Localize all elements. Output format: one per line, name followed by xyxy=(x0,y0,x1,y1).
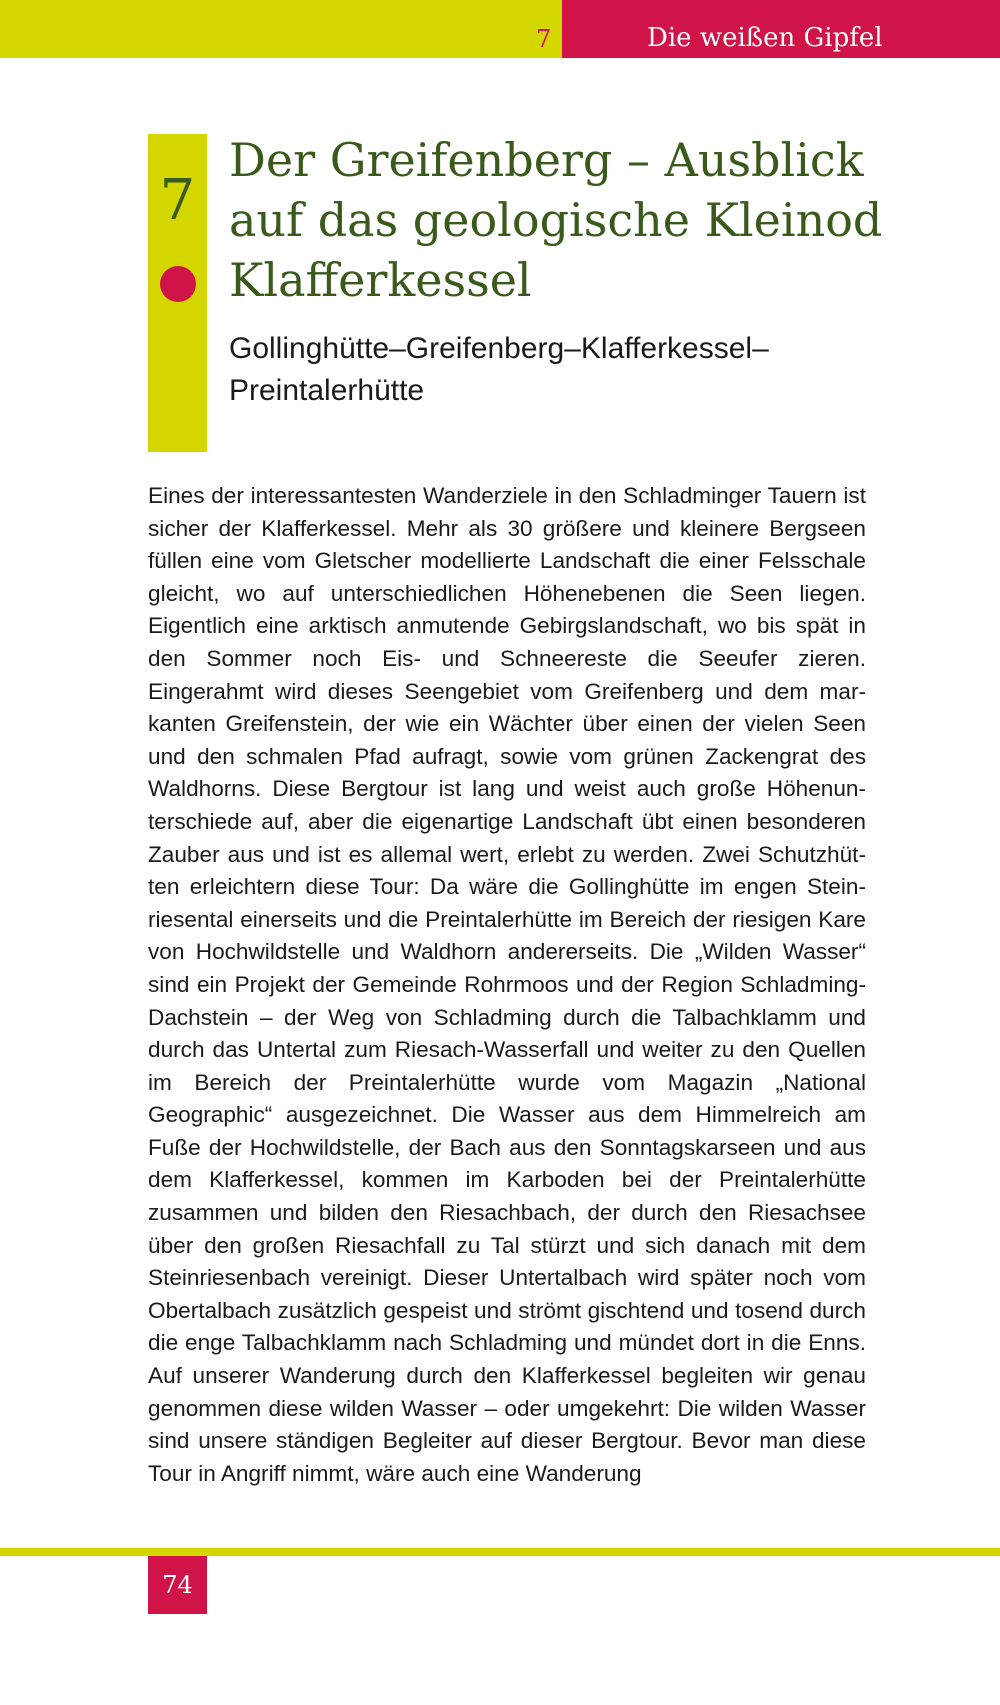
body-text: Eines der interessantesten Wanderziele in den Schladminger Tauern ist sicher der Klafferkessel. Mehr als 30 größere und kleinere Bergseen füllen eine vom Gletscher modellierte Landschaft die einer Felsschale gleicht, wo auf unterschiedlichen Höhenebenen die Seen liegen. Eigentlich eine arktisch anmutende Gebirgslandschaft, wo bis spät in den Sommer noch Eis- und Schneereste die Seeufer zieren. Eingerahmt wird dieses Seengebiet vom Greifenberg und dem markanten Greifenstein, der wie ein Wächter über einen der vielen Seen und den schmalen Pfad aufragt, sowie vom grünen Zackengrat des Waldhorns. Diese Bergtour ist lang und weist auch große Höhenunterschiede auf, aber die eigenartige Landschaft übt einen besonderen Zauber aus und ist es allemal wert, erlebt zu werden. Zwei Schutzhütten erleichtern diese Tour: Da wäre die Gollinghütte im engen Steinriesental einerseits und die Preintalerhütte im Bereich der riesigen Kare von Hochwildstelle und Waldhorn andererseits. Die „Wilden Wasser“ sind ein Projekt der Gemeinde Rohrmoos und der Region Schladming-Dachstein – der Weg von Schladming durch die Talbachklamm und durch das Untertal zum Riesach-Wasserfall und weiter zu den Quellen im Bereich der Preintalerhütte wurde vom Magazin „National Geographic“ ausgezeichnet. Die Wasser aus dem Himmelreich am Fuße der Hochwildstelle, der Bach aus den Sonntagskarseen und aus dem Klafferkessel, kommen im Karboden bei der Preintalerhütte zusammen und bilden den Riesachbach, der durch den Riesachsee über den großen Riesachfall zu Tal stürzt und sich danach mit dem Steinriesenbach vereinigt. Dieser Untertalbach wird später noch vom Obertalbach zusätzlich gespeist und strömt gischtend und tosend durch die enge Talbachklamm nach Schladming und mündet dort in die Enns. Auf unserer Wanderung durch den Klafferkessel begleiten wir genau genommen diese wilden Wasser – oder umgekehrt: Die wilden Wasser sind unsere ständigen Begleiter auf dieser Bergtour. Bevor man diese Tour in Angriff nimmt, wäre auch eine Wanderung xyxy=(148,483,866,1486)
header-chapter-number: 7 xyxy=(536,25,552,53)
chapter-number: 7 xyxy=(159,168,196,233)
footer-line xyxy=(0,1548,1000,1556)
page-number: 74 xyxy=(162,1571,193,1599)
header-section-title: Die weißen Gipfel xyxy=(647,23,883,53)
chapter-title: Der Greifenberg – Ausblick auf das geologische Kleinod Klafferkessel xyxy=(229,133,883,307)
difficulty-dot-icon xyxy=(160,266,196,302)
chapter-subtitle: Gollinghütte–Greifenberg–Klafferkessel–Preintalerhütte xyxy=(229,332,769,407)
